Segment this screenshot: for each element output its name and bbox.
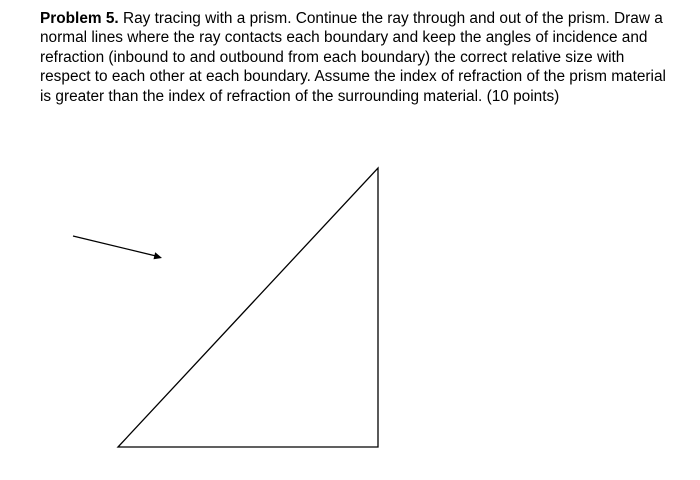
arrowhead [154, 252, 163, 259]
prism-triangle [118, 168, 378, 447]
problem-heading: Problem 5. [40, 10, 119, 27]
incident-ray-arrow [73, 236, 162, 259]
problem-body: Ray tracing with a prism. Continue the ray through and out of the prism. Draw a normal lines where the ray contacts each boundary and keep the angles of incidence and refraction (inbound to and outbound from each boundary) the correct relative size with respect to each other at each boundary. Assume the index of refraction of the prism material is greater than the index of refraction of the surrounding material. (10 points) [40, 10, 666, 105]
